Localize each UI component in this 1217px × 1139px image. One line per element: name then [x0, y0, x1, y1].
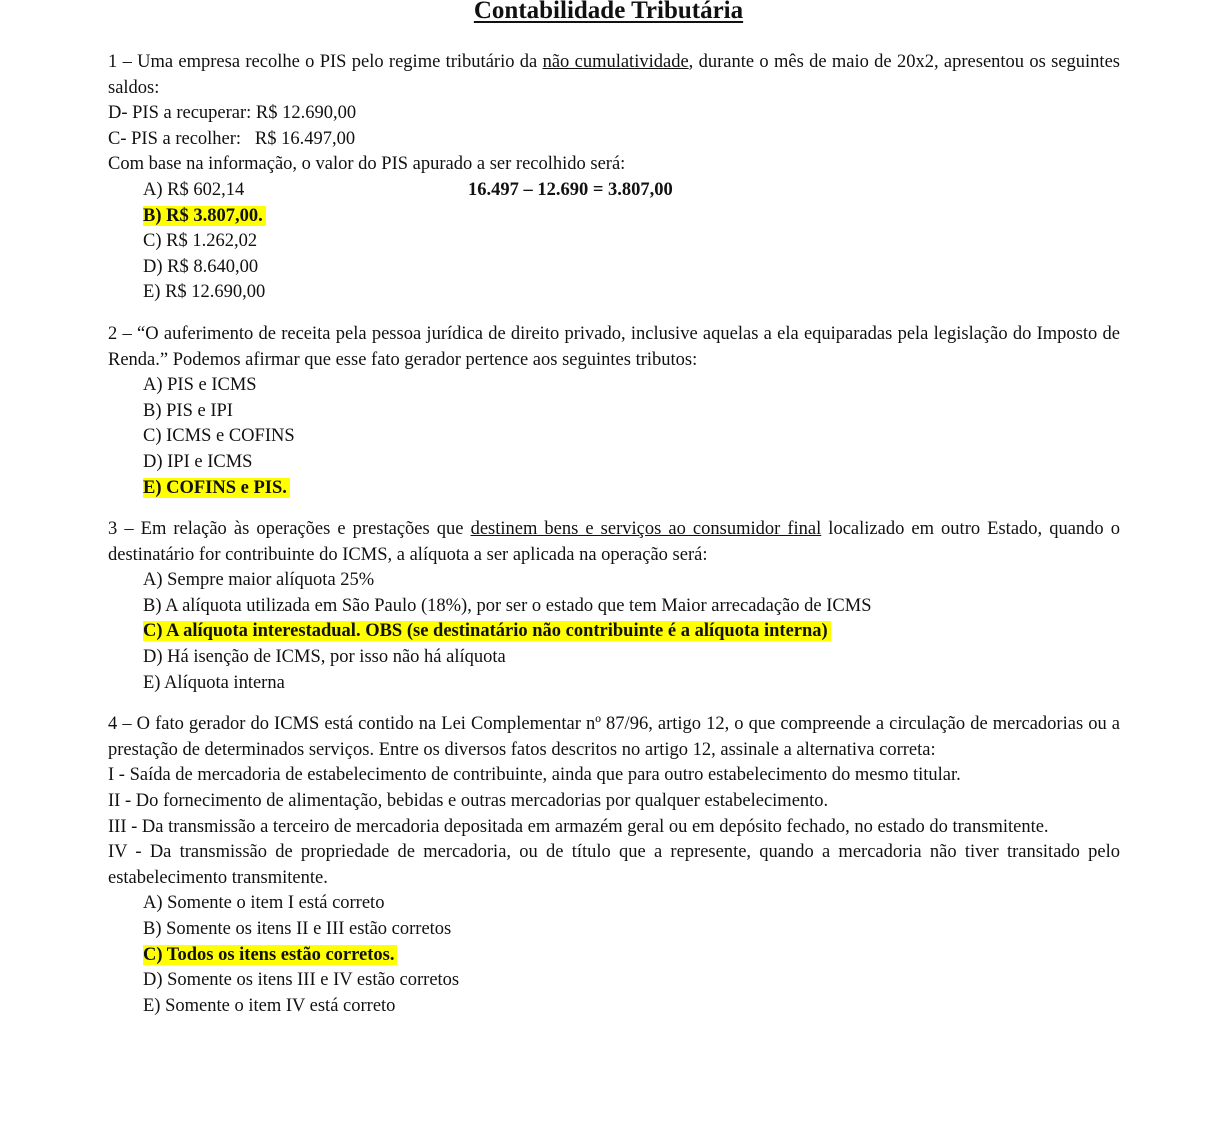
question-4-item: IV - Da transmissão de propriedade de mercadoria, ou de título que a represente, quando a mercadoria não tiver transitado pelo estabelecimento transmitente. — [108, 842, 1120, 888]
question-4-item: II - Do fornecimento de alimentação, bebidas e outras mercadorias por qualquer estabelecimento. — [108, 791, 829, 812]
question-2-options — [143, 373, 1120, 501]
question-1-stem — [108, 50, 1120, 101]
option-2b: B) PIS e IPI — [143, 400, 233, 421]
question-4-item: III - Da transmissão a terceiro de mercadoria depositada em armazém geral ou em depósito fechado, no estado do transmitente. — [108, 816, 1049, 837]
correct-answer-highlight: C) A alíquota interestadual. OBS (se destinatário não contribuinte é a alíquota interna) — [143, 621, 831, 641]
option-3c — [143, 619, 1120, 645]
option-3a: A) Sempre maior alíquota 25% — [143, 570, 375, 591]
document-body — [108, 50, 1120, 1019]
option-4b: B) Somente os itens II e III estão corretos — [143, 919, 452, 939]
question-2-stem: 2 – “O auferimento de receita pela pessoa jurídica de direito privado, inclusive aquelas a ela equiparadas pela legislação do Imposto de Renda.” Podemos afirmar que esse fato gerador pertence aos seguintes tributos: — [108, 323, 1120, 370]
option-1b — [143, 204, 1120, 230]
calculation-note: 16.497 – 12.690 = 3.807,00 — [468, 179, 673, 200]
correct-answer-highlight: C) Todos os itens estão corretos. — [143, 945, 397, 965]
question-3-stem — [108, 517, 1120, 568]
question-1 — [108, 50, 1120, 306]
option-4d: D) Somente os itens III e IV estão corretos — [143, 970, 460, 991]
question-1-options — [143, 178, 1120, 306]
question-2 — [108, 322, 1120, 501]
option-3e: E) Alíquota interna — [143, 672, 285, 693]
option-3d: D) Há isenção de ICMS, por isso não há alíquota — [143, 647, 506, 668]
option-label: A) R$ 602,14 — [143, 179, 245, 200]
correct-answer-highlight: B) R$ 3.807,00. — [143, 206, 266, 226]
option-3b: B) A alíquota utilizada em São Paulo (18%), por ser o estado que tem Maior arrecadação de ICMS — [143, 595, 872, 616]
correct-answer-highlight: E) COFINS e PIS. — [143, 478, 290, 498]
option-2e — [143, 476, 1120, 502]
question-4-options — [143, 891, 1120, 1019]
option-4c — [143, 943, 1120, 969]
option-1e: E) R$ 12.690,00 — [143, 282, 266, 303]
question-3-stem-suffix: localizado em outro Estado, quando o destinatário for contribuinte do ICMS, a alíquota a ser aplicada na operação será: — [108, 519, 1121, 565]
option-2c: C) ICMS e COFINS — [143, 426, 295, 447]
option-1d: D) R$ 8.640,00 — [143, 256, 259, 277]
question-1-stem-suffix: , durante o mês de maio de 20x2, apresentou os seguintes saldos: — [108, 52, 1120, 98]
question-3 — [108, 517, 1120, 696]
question-4-stem: 4 – O fato gerador do ICMS está contido na Lei Complementar nº 87/96, artigo 12, o que compreende a circulação de mercadorias ou a prestação de determinados serviços. Entre os diversos fatos descritos no artigo 12, assinale a alternativa correta: — [108, 714, 1120, 760]
question-1-stem-underline: não cumulatividade — [542, 52, 689, 72]
question-3-options — [143, 568, 1120, 696]
option-4a: A) Somente o item I está correto — [143, 893, 385, 914]
page-title: Contabilidade Tributária — [473, 0, 744, 24]
question-4 — [108, 712, 1120, 1019]
question-1-stem-prefix: 1 – Uma empresa recolhe o PIS pelo regime tributário da — [108, 52, 543, 72]
option-4e: E) Somente o item IV está correto — [143, 995, 396, 1016]
question-1-line: D- PIS a recuperar: R$ 12.690,00 — [108, 103, 357, 124]
option-1c: C) R$ 1.262,02 — [143, 231, 258, 252]
question-3-stem-underline: destinem bens e serviços ao consumidor final — [470, 519, 822, 540]
question-1-line: Com base na informação, o valor do PIS apurado a ser recolhido será: — [108, 154, 626, 175]
question-4-item: I - Saída de mercadoria de estabelecimento de contribuinte, ainda que para outro estabelecimento do mesmo titular. — [108, 765, 961, 786]
option-2a: A) PIS e ICMS — [143, 375, 257, 396]
question-3-stem-prefix: 3 – Em relação às operações e prestações que — [108, 519, 471, 540]
question-1-line: C- PIS a recolher: R$ 16.497,00 — [108, 128, 356, 149]
option-1a — [143, 178, 1120, 204]
option-2d: D) IPI e ICMS — [143, 451, 253, 472]
